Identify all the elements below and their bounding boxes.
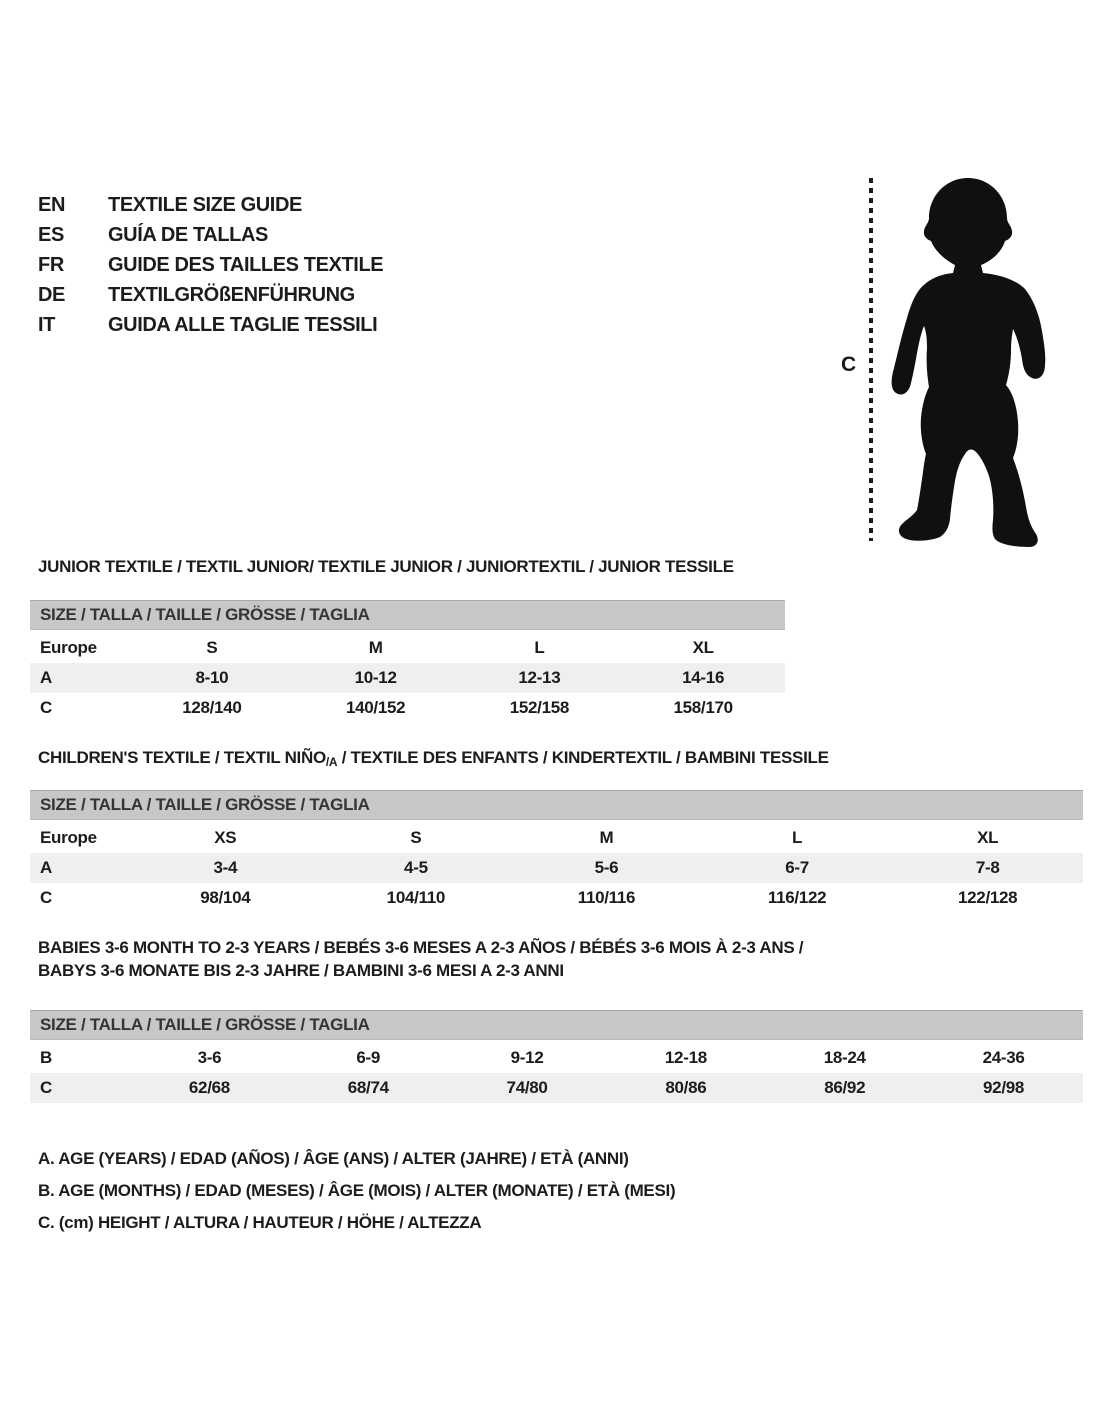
- age-cell: 8-10: [195, 668, 229, 687]
- language-code: DE: [38, 283, 65, 306]
- babies-title-line: BABYS 3-6 MONATE BIS 2-3 JAHRE / BAMBINI 3-6 MESI A 2-3 ANNI: [38, 961, 564, 980]
- language-code: IT: [38, 313, 55, 336]
- age-cell: 18-24: [823, 1048, 866, 1067]
- height-cell: 140/152: [345, 698, 406, 717]
- toddler-silhouette-icon: [885, 170, 1055, 550]
- age-cell: 10-12: [354, 668, 397, 687]
- legend-line-c: C. (cm) HEIGHT / ALTURA / HAUTEUR / HÖHE / ALTEZZA: [38, 1213, 482, 1232]
- size-cell: L: [792, 828, 803, 847]
- language-row: [38, 250, 383, 280]
- age-cell: 14-16: [682, 668, 725, 687]
- height-cell: 116/122: [767, 888, 827, 907]
- table-row: [30, 823, 1083, 853]
- children-title-subscript: /A: [325, 755, 338, 769]
- language-list: [38, 190, 383, 340]
- row-label: B: [40, 1048, 52, 1067]
- height-cell: 158/170: [673, 698, 733, 717]
- table-row: [30, 663, 785, 693]
- age-cell: 7-8: [975, 858, 1000, 877]
- height-cell: 152/158: [509, 698, 570, 717]
- row-label: Europe: [40, 638, 97, 657]
- legend: [38, 1143, 675, 1239]
- size-cell: S: [410, 828, 422, 847]
- row-label: A: [40, 858, 52, 877]
- language-row: [38, 280, 383, 310]
- language-code: FR: [38, 253, 64, 276]
- height-cell: 62/68: [188, 1078, 230, 1097]
- size-cell: XL: [692, 638, 714, 657]
- table-row: [30, 1043, 1083, 1073]
- age-cell: 24-36: [982, 1048, 1025, 1067]
- table-header: SIZE / TALLA / TAILLE / GRÖSSE / TAGLIA: [30, 1010, 1083, 1040]
- babies-size-table: [30, 1010, 1083, 1103]
- babies-section-title: [38, 936, 803, 982]
- legend-line-a: A. AGE (YEARS) / EDAD (AÑOS) / ÂGE (ANS) / ALTER (JAHRE) / ETÀ (ANNI): [38, 1149, 629, 1168]
- language-label: GUIDA ALLE TAGLIE TESSILI: [108, 313, 378, 336]
- junior-section-title: JUNIOR TEXTILE / TEXTIL JUNIOR/ TEXTILE JUNIOR / JUNIORTEXTIL / JUNIOR TESSILE: [38, 557, 734, 576]
- height-measure-dashed-line: [869, 178, 873, 541]
- size-cell: XL: [977, 828, 999, 847]
- size-cell: M: [368, 638, 383, 657]
- size-cell: M: [599, 828, 614, 847]
- table-row: [30, 1073, 1083, 1103]
- language-row: [38, 310, 383, 340]
- size-cell: XS: [214, 828, 237, 847]
- height-cell: 122/128: [957, 888, 1018, 907]
- language-row: [38, 190, 383, 220]
- height-cell: 104/110: [386, 888, 446, 907]
- language-code: EN: [38, 193, 65, 216]
- age-cell: 3-6: [197, 1048, 222, 1067]
- size-cell: S: [206, 638, 218, 657]
- language-row: [38, 220, 383, 250]
- height-cell: 98/104: [200, 888, 251, 907]
- row-label: C: [40, 698, 52, 717]
- row-label: A: [40, 668, 52, 687]
- language-label: TEXTILGRÖßENFÜHRUNG: [108, 283, 355, 306]
- table-row: [30, 853, 1083, 883]
- table-row: [30, 693, 785, 723]
- children-section-title: [38, 748, 829, 769]
- age-cell: 12-18: [664, 1048, 707, 1067]
- height-cell: 74/80: [506, 1078, 548, 1097]
- height-cell: 110/116: [577, 888, 636, 907]
- language-label: GUIDE DES TAILLES TEXTILE: [108, 253, 384, 276]
- row-label: C: [40, 888, 52, 907]
- children-title-part: CHILDREN'S TEXTILE / TEXTIL NIÑO: [38, 748, 326, 767]
- height-cell: 92/98: [983, 1078, 1025, 1097]
- age-cell: 6-7: [785, 858, 809, 877]
- children-size-table: [30, 790, 1083, 913]
- size-cell: L: [534, 638, 545, 657]
- height-cell: 86/92: [824, 1078, 866, 1097]
- children-title-part: / TEXTILE DES ENFANTS / KINDERTEXTIL / BAMBINI TESSILE: [337, 748, 829, 767]
- table-row: [30, 883, 1083, 913]
- height-cell: 128/140: [182, 698, 242, 717]
- language-label: TEXTILE SIZE GUIDE: [108, 193, 302, 216]
- babies-title-line: BABIES 3-6 MONTH TO 2-3 YEARS / BEBÉS 3-6 MESES A 2-3 AÑOS / BÉBÉS 3-6 MOIS À 2-3 ANS /: [38, 938, 804, 957]
- table-header: SIZE / TALLA / TAILLE / GRÖSSE / TAGLIA: [30, 600, 785, 630]
- height-cell: 80/86: [665, 1078, 707, 1097]
- row-label: C: [40, 1078, 52, 1097]
- age-cell: 6-9: [356, 1048, 381, 1067]
- age-cell: 4-5: [404, 858, 428, 877]
- junior-size-table: [30, 600, 785, 723]
- language-code: ES: [38, 223, 64, 246]
- legend-line-b: B. AGE (MONTHS) / EDAD (MESES) / ÂGE (MOIS) / ALTER (MONATE) / ETÀ (MESI): [38, 1181, 676, 1200]
- height-measure-label: C: [841, 353, 857, 376]
- table-header: SIZE / TALLA / TAILLE / GRÖSSE / TAGLIA: [30, 790, 1083, 820]
- age-cell: 9-12: [510, 1048, 544, 1067]
- language-label: GUÍA DE TALLAS: [108, 223, 268, 246]
- height-cell: 68/74: [347, 1078, 389, 1097]
- age-cell: 5-6: [594, 858, 619, 877]
- age-cell: 3-4: [213, 858, 238, 877]
- table-row: [30, 633, 785, 663]
- row-label: Europe: [40, 828, 97, 847]
- age-cell: 12-13: [518, 668, 561, 687]
